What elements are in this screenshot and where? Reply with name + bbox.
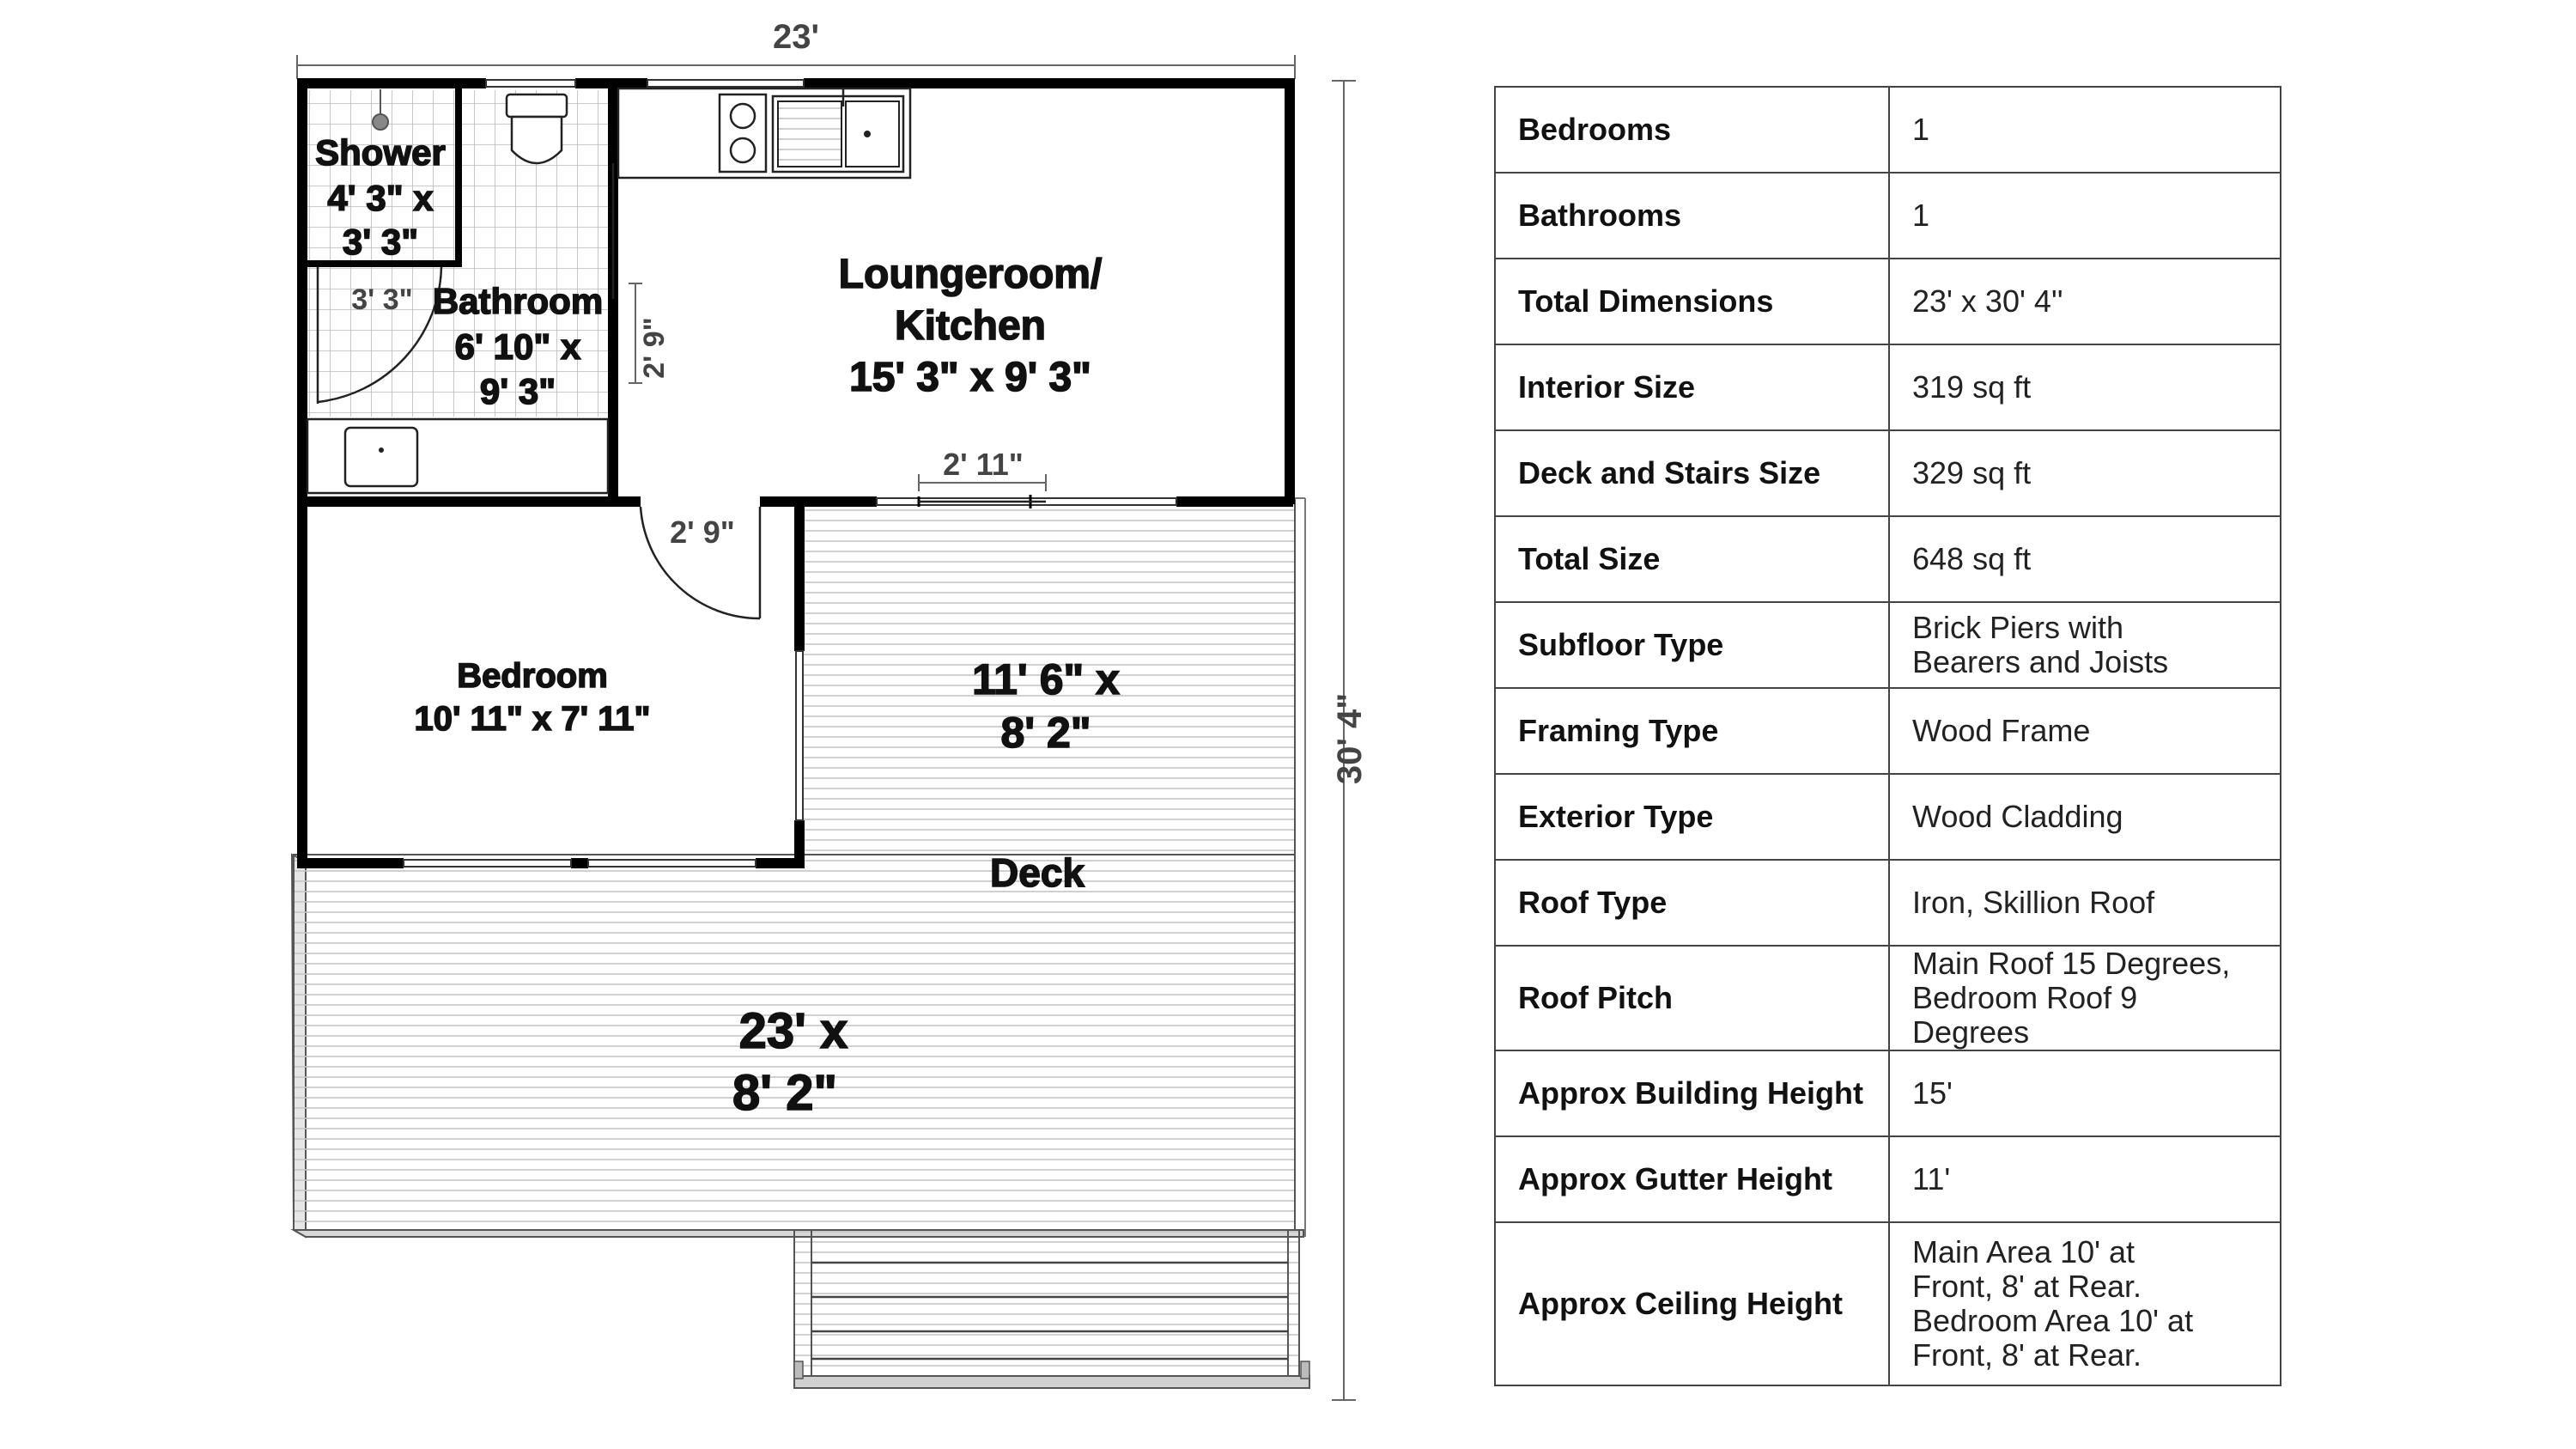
spec-row xyxy=(1495,946,2281,1050)
spec-value-line: 15' xyxy=(1912,1075,1953,1111)
spec-label: Roof Type xyxy=(1495,860,1889,946)
spec-label: Bathrooms xyxy=(1495,173,1889,259)
upper-deck-size-line1: 11' 6" x xyxy=(972,655,1120,703)
spec-value xyxy=(1889,259,2281,344)
spec-value xyxy=(1889,602,2281,688)
spec-label: Roof Pitch xyxy=(1495,946,1889,1050)
spec-row xyxy=(1495,602,2281,688)
bathroom-door-dimension: 2' 9" xyxy=(638,317,671,379)
spec-value xyxy=(1889,344,2281,430)
bathroom-size-line1: 6' 10" x xyxy=(454,326,581,367)
shower-label: Shower xyxy=(315,132,446,173)
spec-value-line: Brick Piers with xyxy=(1912,610,2124,645)
spec-value-line: Main Area 10' at xyxy=(1912,1234,2136,1269)
spec-row xyxy=(1495,774,2281,860)
deck-label: Deck xyxy=(990,850,1084,895)
spec-label: Interior Size xyxy=(1495,344,1889,430)
spec-label: Subfloor Type xyxy=(1495,602,1889,688)
spec-value-line: 319 sq ft xyxy=(1912,369,2032,405)
spec-value xyxy=(1889,430,2281,516)
spec-row xyxy=(1495,1222,2281,1385)
spec-value-line: Iron, Skillion Roof xyxy=(1912,885,2155,920)
lounge-label-line2: Kitchen xyxy=(894,303,1047,349)
lounge-label-line1: Loungeroom/ xyxy=(838,252,1103,297)
spec-value xyxy=(1889,173,2281,259)
spec-value-line: Bedroom Roof 9 Degrees xyxy=(1912,980,2138,1050)
spec-value-line: Bearers and Joists xyxy=(1912,644,2169,679)
spec-label: Total Size xyxy=(1495,516,1889,602)
shower-door-dimension: 3' 3" xyxy=(351,283,413,316)
spec-row xyxy=(1495,516,2281,602)
lower-deck-size-line2: 8' 2" xyxy=(732,1065,837,1121)
bathroom-label: Bathroom xyxy=(432,281,604,321)
spec-row xyxy=(1495,1136,2281,1222)
spec-value-line: 329 sq ft xyxy=(1912,455,2032,490)
bedroom-size: 10' 11" x 7' 11" xyxy=(414,700,651,738)
spec-value xyxy=(1889,688,2281,774)
spec-value-line: Main Roof 15 Degrees, xyxy=(1912,946,2231,981)
spec-label: Framing Type xyxy=(1495,688,1889,774)
shower-size-line1: 4' 3" x xyxy=(327,178,434,218)
overall-width-label: 23' xyxy=(772,18,820,56)
spec-value-line: 1 xyxy=(1912,198,1930,233)
kitchen-sink-icon xyxy=(773,89,903,172)
spec-label: Exterior Type xyxy=(1495,774,1889,860)
spec-label: Deck and Stairs Size xyxy=(1495,430,1889,516)
spec-label: Total Dimensions xyxy=(1495,259,1889,344)
lounge-door-dimension: 2' 11" xyxy=(943,447,1024,482)
spec-value-line: Wood Cladding xyxy=(1912,799,2123,834)
stairs xyxy=(794,1230,1309,1388)
spec-row xyxy=(1495,1050,2281,1136)
spec-value xyxy=(1889,87,2281,173)
shower-size-line2: 3' 3" xyxy=(342,222,419,262)
vanity-basin-icon xyxy=(307,419,608,493)
spec-value-line: 1 xyxy=(1912,112,1930,147)
lounge-size: 15' 3" x 9' 3" xyxy=(849,355,1091,400)
bedroom-label: Bedroom xyxy=(457,657,608,695)
spec-label: Approx Building Height xyxy=(1495,1050,1889,1136)
spec-value-line: Front, 8' at Rear. xyxy=(1912,1269,2142,1304)
spec-value-line: Bedroom Area 10' at xyxy=(1912,1303,2194,1338)
spec-row xyxy=(1495,430,2281,516)
spec-value xyxy=(1889,1050,2281,1136)
lower-deck-size-line1: 23' x xyxy=(738,1003,848,1059)
spec-value-line: Wood Frame xyxy=(1912,713,2091,748)
spec-value xyxy=(1889,860,2281,946)
spec-row xyxy=(1495,259,2281,344)
bedroom-door-dimension: 2' 9" xyxy=(670,514,735,550)
overall-depth-label: 30' 4" xyxy=(1331,692,1369,785)
spec-value-line: Front, 8' at Rear. xyxy=(1912,1337,2142,1373)
spec-value xyxy=(1889,1222,2281,1385)
spec-value xyxy=(1889,1136,2281,1222)
spec-value xyxy=(1889,516,2281,602)
spec-value-line: 11' xyxy=(1912,1161,1951,1196)
spec-value xyxy=(1889,946,2281,1050)
spec-value-line: 23' x 30' 4'' xyxy=(1912,283,2063,319)
spec-row xyxy=(1495,860,2281,946)
spec-value xyxy=(1889,774,2281,860)
toilet-icon xyxy=(507,94,567,163)
spec-row xyxy=(1495,344,2281,430)
bathroom-size-line2: 9' 3" xyxy=(479,371,556,411)
spec-label: Approx Ceiling Height xyxy=(1495,1222,1889,1385)
spec-row xyxy=(1495,688,2281,774)
upper-deck-size-line2: 8' 2" xyxy=(1000,709,1091,757)
spec-row xyxy=(1495,173,2281,259)
spec-label: Bedrooms xyxy=(1495,87,1889,173)
shower-head-icon xyxy=(373,114,388,130)
specifications-table xyxy=(1494,86,2281,1386)
spec-row xyxy=(1495,87,2281,173)
spec-label: Approx Gutter Height xyxy=(1495,1136,1889,1222)
spec-value-line: 648 sq ft xyxy=(1912,541,2032,576)
